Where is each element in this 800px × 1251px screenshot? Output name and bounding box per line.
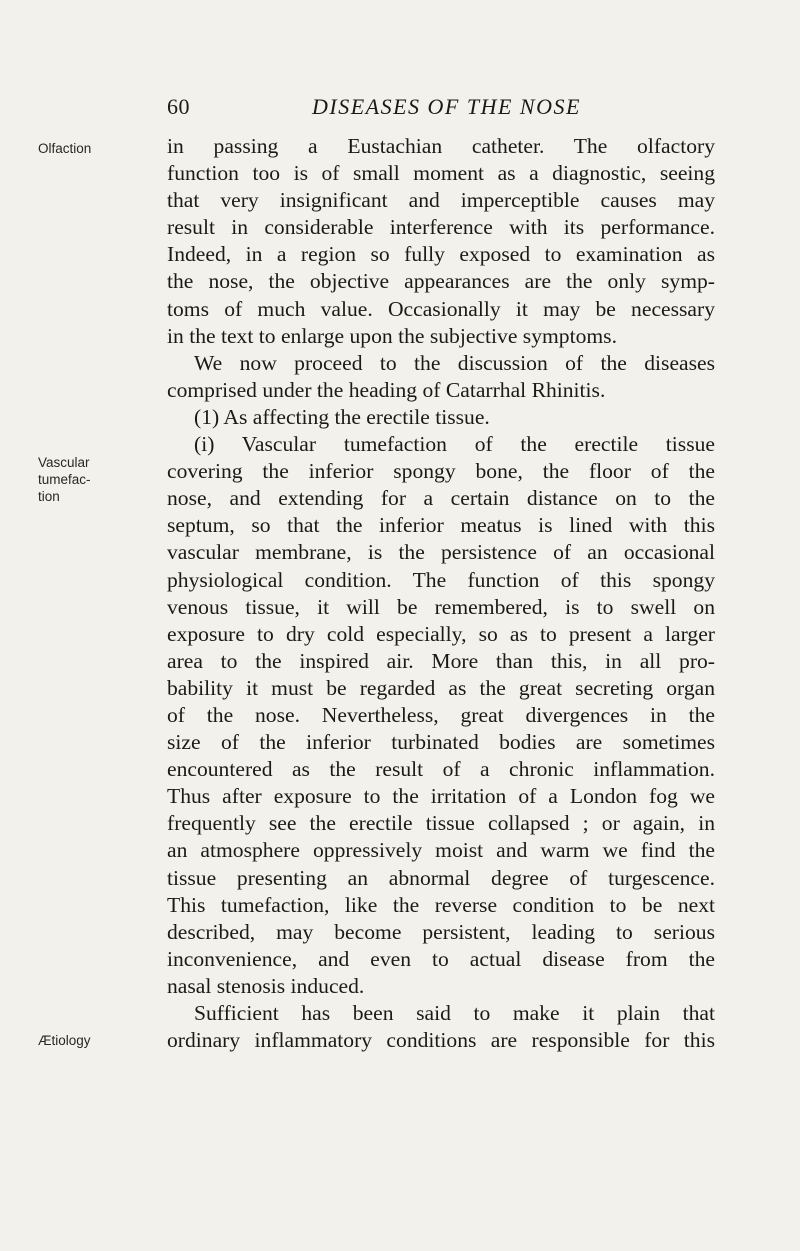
text-line-16: vascular membrane, is the persistence of an occasional bbox=[167, 540, 715, 565]
text-line-34: ordinary inflammatory conditions are responsible for this bbox=[167, 1028, 715, 1053]
text-line-02: function too is of small moment as a diagnostic, seeing bbox=[167, 161, 715, 186]
text-line-30: described, may become persistent, leading to serious bbox=[167, 919, 715, 944]
text-line-28: tissue presenting an abnormal degree of turgescence. bbox=[167, 865, 715, 890]
text-line-33: Sufficient has been said to make it plain that bbox=[194, 1001, 715, 1025]
text-line-27: an atmosphere oppressively moist and warm we find the bbox=[167, 838, 715, 863]
text-line-31: inconvenience, and even to actual disease from the bbox=[167, 946, 715, 971]
text-line-21: bability it must be regarded as the great secreting organ bbox=[167, 675, 715, 700]
text-line-22: of the nose. Nevertheless, great divergences in the bbox=[167, 702, 715, 727]
margin-note-vascular-2: tumefac- bbox=[38, 472, 91, 487]
running-title: DISEASES OF THE NOSE bbox=[312, 94, 581, 119]
running-head bbox=[0, 94, 800, 124]
text-line-26: frequently see the erectile tissue collapsed ; or again, in bbox=[167, 811, 715, 836]
text-line-25: Thus after exposure to the irritation of a London fog we bbox=[167, 784, 715, 809]
text-line-13: covering the inferior spongy bone, the floor of the bbox=[167, 459, 715, 484]
text-line-05: Indeed, in a region so fully exposed to examination as bbox=[167, 242, 715, 267]
text-line-06: the nose, the objective appearances are the only symp- bbox=[167, 269, 715, 294]
text-line-01: in passing a Eustachian catheter. The olfactory bbox=[167, 134, 715, 158]
text-line-20: area to the inspired air. More than this, in all pro- bbox=[167, 648, 715, 673]
text-line-19: exposure to dry cold especially, so as to present a larger bbox=[167, 621, 715, 646]
text-line-15: septum, so that the inferior meatus is lined with this bbox=[167, 513, 715, 538]
text-line-10: comprised under the heading of Catarrhal Rhinitis. bbox=[167, 377, 606, 402]
text-line-17: physiological condition. The function of this spongy bbox=[167, 567, 715, 592]
text-line-29: This tumefaction, like the reverse condition to be next bbox=[167, 892, 715, 917]
margin-note-vascular-1: Vascular bbox=[38, 455, 90, 470]
text-line-23: size of the inferior turbinated bodies are sometimes bbox=[167, 730, 715, 755]
text-line-03: that very insignificant and imperceptible causes may bbox=[167, 188, 715, 213]
margin-note-olfaction: Olfaction bbox=[38, 141, 92, 156]
margin-note-aetiology: Ætiology bbox=[38, 1033, 91, 1048]
text-line-24: encountered as the result of a chronic inflammation. bbox=[167, 757, 715, 782]
text-line-04: result in considerable interference with its performance. bbox=[167, 215, 715, 240]
page-number: 60 bbox=[167, 94, 190, 119]
text-line-12: (i) Vascular tumefaction of the erectile tissue bbox=[194, 432, 715, 457]
text-line-11: (1) As affecting the erectile tissue. bbox=[194, 404, 490, 429]
text-line-07: toms of much value. Occasionally it may be necessary bbox=[167, 296, 715, 321]
text-line-18: venous tissue, it will be remembered, is to swell on bbox=[167, 594, 715, 619]
body-text bbox=[167, 133, 715, 1054]
text-line-09: We now proceed to the discussion of the diseases bbox=[194, 350, 715, 375]
margin-note-vascular-3: tion bbox=[38, 489, 60, 504]
text-line-32: nasal stenosis induced. bbox=[167, 973, 365, 998]
text-line-14: nose, and extending for a certain distance on to the bbox=[167, 486, 715, 511]
text-line-08: in the text to enlarge upon the subjective symptoms. bbox=[167, 323, 617, 348]
